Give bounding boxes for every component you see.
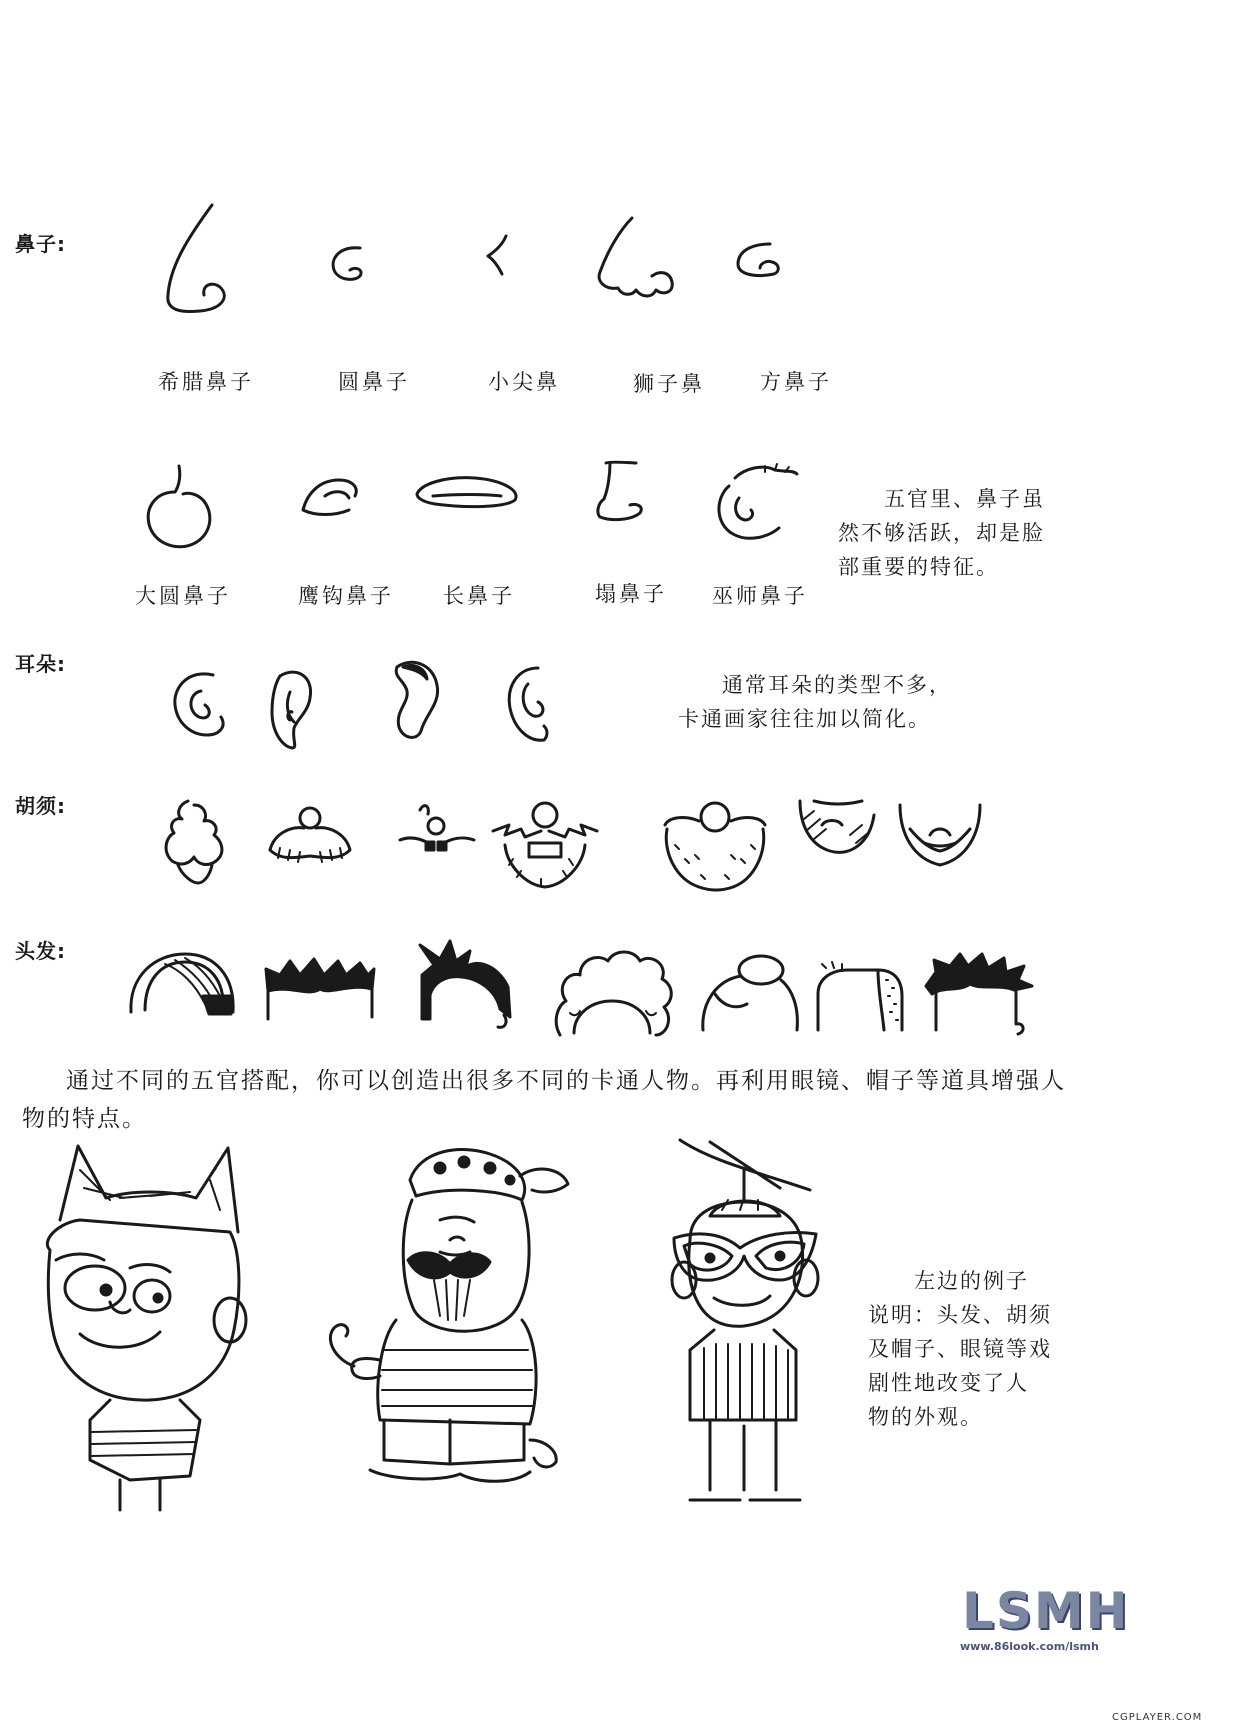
long-nose-drawing: [405, 468, 525, 518]
lion-nose-drawing: [590, 210, 710, 300]
nose-note-line: 五官里、鼻子虽: [884, 487, 1045, 511]
section-label-beard: 胡须:: [15, 794, 66, 818]
small-pointed-nose-drawing: [480, 232, 520, 282]
ear-drawing-1: [165, 665, 235, 745]
nose-note-line: 部重要的特征。: [838, 555, 999, 579]
nose-caption-wizard: 巫师鼻子: [712, 584, 808, 608]
beard-drawing-1: [148, 795, 243, 890]
watermark-url: www.86look.com/lsmh: [960, 1640, 1099, 1653]
round-nose-drawing: [320, 240, 380, 290]
hair-drawing-3: [410, 935, 520, 1035]
section-label-hair: 头发:: [15, 939, 66, 963]
section-label-ear: 耳朵:: [15, 652, 66, 676]
ear-drawing-3: [383, 655, 453, 745]
flat-nose-drawing: [590, 455, 660, 535]
body-paragraph: [22, 1062, 1102, 1138]
hook-nose-drawing: [295, 470, 375, 530]
nose-caption-lion: 狮子鼻: [633, 372, 705, 396]
ear-drawing-2: [258, 662, 328, 752]
beard-drawing-7: [890, 795, 990, 895]
nose-caption-greek: 希腊鼻子: [158, 370, 254, 394]
square-nose-drawing: [730, 238, 800, 288]
big-round-nose-drawing: [135, 460, 225, 560]
ear-note-line: 通常耳朵的类型不多，: [722, 673, 952, 697]
section-label-nose: 鼻子:: [15, 232, 66, 256]
watermark-logo: LSMH: [962, 1582, 1130, 1640]
example-note-line: 说明：头发、胡须: [868, 1303, 1052, 1327]
character-boy-spiky-hair: [20, 1140, 250, 1510]
nose-caption-round: 圆鼻子: [338, 370, 410, 394]
example-note: [868, 1264, 1068, 1434]
beard-drawing-2: [260, 800, 360, 880]
body-paragraph-line: 物的特点。: [22, 1106, 147, 1132]
example-note-line: 左边的例子: [914, 1269, 1029, 1293]
ear-note-line: 卡通画家往往加以简化。: [678, 707, 931, 731]
beard-drawing-6: [790, 795, 880, 885]
beard-drawing-4: [485, 795, 605, 895]
hair-drawing-4: [550, 945, 680, 1045]
hair-drawing-1: [125, 950, 240, 1030]
nose-caption-square: 方鼻子: [760, 370, 832, 394]
example-note-line: 剧性地改变了人: [868, 1371, 1029, 1395]
hair-drawing-7: [920, 950, 1035, 1040]
hair-drawing-6: [812, 960, 907, 1040]
character-pirate: [300, 1140, 600, 1510]
beard-drawing-5: [655, 795, 775, 895]
example-note-line: 物的外观。: [868, 1405, 983, 1429]
footer-site: CGPLAYER.COM: [1112, 1712, 1203, 1723]
nose-note: [838, 482, 1048, 584]
example-note-line: 及帽子、眼镜等戏: [868, 1337, 1052, 1361]
nose-caption-small-pointed: 小尖鼻: [488, 370, 560, 394]
nose-caption-flat: 塌鼻子: [595, 582, 667, 606]
greek-nose-drawing: [150, 195, 250, 325]
hair-drawing-2: [260, 955, 380, 1025]
nose-caption-long: 长鼻子: [443, 584, 515, 608]
ear-drawing-4: [498, 660, 568, 750]
nose-note-line: 然不够活跃，却是脸: [838, 521, 1045, 545]
body-paragraph-line: 通过不同的五官搭配，你可以创造出很多不同的卡通人物。再利用眼镜、帽子等道具增强人: [66, 1068, 1066, 1094]
beard-drawing-3: [390, 800, 485, 860]
hair-drawing-5: [695, 950, 805, 1040]
wizard-nose-drawing: [705, 458, 805, 548]
character-propeller-boy: [640, 1130, 840, 1520]
ear-note: [678, 668, 968, 736]
nose-caption-hook: 鹰钩鼻子: [298, 584, 394, 608]
nose-caption-big-round: 大圆鼻子: [135, 584, 231, 608]
